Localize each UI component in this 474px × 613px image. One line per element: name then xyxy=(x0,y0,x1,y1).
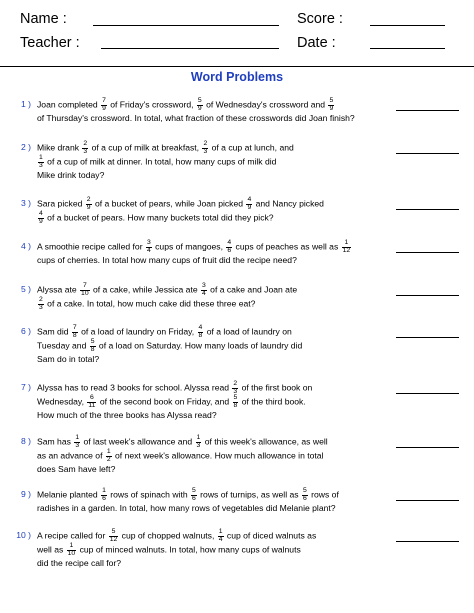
problem-text xyxy=(37,197,367,225)
answer-line[interactable] xyxy=(396,295,459,296)
worksheet-title: Word Problems xyxy=(190,70,284,84)
answer-line[interactable] xyxy=(396,209,459,210)
fraction-denominator: 6 xyxy=(227,246,232,254)
answer-line[interactable] xyxy=(396,153,459,154)
teacher-label: Teacher : xyxy=(20,35,80,51)
fraction xyxy=(191,488,197,502)
date-field-line[interactable] xyxy=(370,48,445,49)
problem-text xyxy=(37,98,367,125)
fraction xyxy=(80,283,90,297)
problem-text-line: $\frac{4}{9}$ of a bucket of pears. How many buckets total did they pick? xyxy=(39,210,274,225)
problem-text-line: $\frac{2}{3}$ of a cake. In total, how much cake did these three eat? xyxy=(39,296,256,311)
fraction-denominator: 8 xyxy=(72,331,77,339)
problem-number: 4 ) xyxy=(20,241,31,251)
fraction-denominator: 3 xyxy=(233,387,238,395)
problem-text-line: Wednesday, $\frac{6}{11}$ of the second book on Friday, and $\frac{5}{8}$ of the third book. xyxy=(37,394,306,409)
fraction-numerator: 1 xyxy=(39,154,43,161)
fraction-numerator: 5 xyxy=(302,487,307,494)
problem-text-line: Alyssa ate $\frac{7}{10}$ of a cake, while Jessica ate $\frac{3}{4}$ of a cake and Joan ate xyxy=(37,282,298,297)
answer-line[interactable] xyxy=(396,252,459,253)
problem-text xyxy=(37,381,367,422)
fraction-numerator: 1 xyxy=(218,528,223,535)
problem-text-line: Melanie planted $\frac{1}{6}$ rows of spinach with $\frac{5}{6}$ rows of turnips, as well as $\frac{5}{6}$ rows of xyxy=(37,487,339,502)
fraction xyxy=(82,141,88,155)
fraction xyxy=(87,395,96,409)
fraction-denominator: 9 xyxy=(102,104,106,112)
problem-text xyxy=(37,240,367,267)
fraction-numerator: 5 xyxy=(192,487,196,494)
fraction-numerator: 2 xyxy=(39,296,43,303)
problem-text-line: Sam do in total? xyxy=(37,354,100,364)
fraction xyxy=(246,197,252,211)
fraction-numerator: 1 xyxy=(106,448,111,455)
fraction-denominator: 9 xyxy=(86,203,91,211)
answer-line[interactable] xyxy=(396,337,459,338)
fraction-numerator: 4 xyxy=(198,324,203,331)
problem-text-line: Mike drink today? xyxy=(37,170,105,180)
fraction xyxy=(146,240,152,254)
fraction-denominator: 3 xyxy=(203,147,208,155)
fraction-denominator: 6 xyxy=(192,494,196,502)
fraction xyxy=(38,211,44,225)
fraction-denominator: 3 xyxy=(196,441,201,449)
problem-number: 7 ) xyxy=(20,382,31,392)
date-label: Date : xyxy=(297,35,336,51)
fraction-denominator: 8 xyxy=(233,401,238,409)
fraction-numerator: 2 xyxy=(83,140,88,147)
fraction-denominator: 8 xyxy=(90,345,95,353)
fraction-numerator: 2 xyxy=(86,196,91,203)
fraction-numerator: 5 xyxy=(329,97,334,104)
name-label: Name : xyxy=(20,11,67,27)
fraction-denominator: 4 xyxy=(146,246,151,254)
problem-number: 8 ) xyxy=(20,436,31,446)
answer-line[interactable] xyxy=(396,500,459,501)
problem-text-line: A smoothie recipe called for $\frac{3}{4}$ cups of mangoes, $\frac{4}{6}$ cups of peaches as well as $\frac{1}{12}$ xyxy=(37,239,351,254)
problem-number: 9 ) xyxy=(20,489,31,499)
fraction-numerator: 3 xyxy=(202,282,206,289)
fraction-numerator: 1 xyxy=(196,434,201,441)
problem-text xyxy=(37,435,367,476)
fraction-numerator: 1 xyxy=(342,240,352,248)
fraction-numerator: 5 xyxy=(90,338,95,345)
fraction xyxy=(218,529,224,543)
fraction-numerator: 7 xyxy=(102,97,106,104)
fraction-denominator: 12 xyxy=(109,535,118,543)
fraction xyxy=(328,98,334,112)
fraction-numerator: 5 xyxy=(109,529,119,537)
fraction-numerator: 2 xyxy=(203,140,208,147)
fraction xyxy=(90,339,96,353)
answer-line[interactable] xyxy=(396,110,459,111)
problem-text xyxy=(37,488,367,515)
problem-text-line: Sam did $\frac{7}{8}$ of a load of laundry on Friday, $\frac{4}{8}$ of a load of laundry on xyxy=(37,324,292,339)
fraction-denominator: 9 xyxy=(247,203,252,211)
problem-text-line: Joan completed $\frac{7}{9}$ of Friday's crossword, $\frac{5}{9}$ of Wednesday's crossword and $\frac{5}{9}$ xyxy=(37,97,334,112)
fraction xyxy=(38,297,44,311)
problem-text xyxy=(37,325,367,366)
fraction xyxy=(74,435,80,449)
fraction-numerator: 5 xyxy=(233,394,238,401)
fraction-denominator: 6 xyxy=(102,494,106,502)
problem-text xyxy=(37,529,367,570)
fraction-denominator: 4 xyxy=(218,535,223,543)
fraction-denominator: 9 xyxy=(329,104,334,112)
problem-text-line: radishes in a garden. In total, how many rows of vegetables did Melanie plant? xyxy=(37,503,336,513)
fraction-numerator: 3 xyxy=(146,239,151,246)
problem-text-line: Alyssa has to read 3 books for school. Alyssa read $\frac{2}{3}$ of the first book on xyxy=(37,380,313,395)
fraction-numerator: 7 xyxy=(80,283,90,291)
fraction-denominator: 4 xyxy=(202,289,206,297)
fraction xyxy=(106,449,112,463)
problem-text-line: Sam has $\frac{1}{3}$ of last week's allowance and $\frac{1}{3}$ of this week's allowance, as well xyxy=(37,434,328,449)
problem-text-line: as an advance of $\frac{1}{2}$ of next week's allowance. How much allowance in total xyxy=(37,448,324,463)
fraction xyxy=(72,325,78,339)
fraction xyxy=(233,395,239,409)
problem-number: 1 ) xyxy=(20,99,31,109)
problem-text-line: Mike drank $\frac{2}{3}$ of a cup of milk at breakfast, $\frac{2}{3}$ of a cup at lunch, and xyxy=(37,140,294,155)
answer-line[interactable] xyxy=(396,393,459,394)
fraction-numerator: 4 xyxy=(227,239,232,246)
score-label: Score : xyxy=(297,11,343,27)
problem-text-line: cups of cherries. In total how many cups of fruit did the recipe need? xyxy=(37,255,297,265)
answer-line[interactable] xyxy=(396,447,459,448)
fraction-numerator: 4 xyxy=(247,196,252,203)
fraction-numerator: 2 xyxy=(233,380,238,387)
problem-number: 3 ) xyxy=(20,198,31,208)
fraction xyxy=(101,488,107,502)
fraction-denominator: 3 xyxy=(83,147,88,155)
problem-number: 2 ) xyxy=(20,142,31,152)
fraction xyxy=(226,240,232,254)
fraction xyxy=(342,240,352,254)
problem-text-line: A recipe called for $\frac{5}{12}$ cup of chopped walnuts, $\frac{1}{4}$ cup of diced walnuts as xyxy=(37,528,317,543)
fraction xyxy=(202,141,208,155)
fraction-denominator: 3 xyxy=(39,303,43,311)
fraction xyxy=(197,98,203,112)
problem-text-line: $\frac{1}{3}$ of a cup of milk at dinner. In total, how many cups of milk did xyxy=(39,154,277,169)
fraction-denominator: 12 xyxy=(342,246,351,254)
fraction xyxy=(302,488,308,502)
problem-number: 6 ) xyxy=(20,326,31,336)
fraction-denominator: 10 xyxy=(81,289,89,297)
fraction-denominator: 3 xyxy=(75,441,80,449)
problem-number: 10 ) xyxy=(16,530,31,540)
fraction-numerator: 1 xyxy=(102,487,106,494)
fraction-numerator: 6 xyxy=(87,395,96,403)
problem-text-line: Tuesday and $\frac{5}{8}$ of a load on Saturday. How many loads of laundry did xyxy=(37,338,303,353)
problem-text-line: did the recipe call for? xyxy=(37,558,122,568)
fraction-numerator: 5 xyxy=(197,97,202,104)
fraction xyxy=(38,155,44,169)
fraction-numerator: 4 xyxy=(39,210,43,217)
problem-text-line: well as $\frac{1}{10}$ cup of minced walnuts. In total, how many cups of walnuts xyxy=(37,542,301,557)
problem-text-line: of Thursday's crossword. In total, what fraction of these crosswords did Joan finish? xyxy=(37,113,355,123)
fraction-denominator: 11 xyxy=(88,401,96,409)
problem-text xyxy=(37,141,367,182)
fraction xyxy=(101,98,107,112)
answer-line[interactable] xyxy=(396,541,459,542)
fraction-denominator: 2 xyxy=(106,455,111,463)
problem-text-line: Sara picked $\frac{2}{9}$ of a bucket of pears, while Joan picked $\frac{4}{9}$ and Nancy picked xyxy=(37,196,324,211)
fraction xyxy=(109,529,119,543)
fraction xyxy=(198,325,204,339)
fraction xyxy=(196,435,202,449)
problem-number: 5 ) xyxy=(20,284,31,294)
fraction-numerator: 1 xyxy=(75,434,80,441)
fraction xyxy=(201,283,207,297)
fraction-denominator: 3 xyxy=(39,161,43,169)
teacher-field-line[interactable] xyxy=(101,48,279,49)
header-divider xyxy=(0,66,474,67)
fraction xyxy=(86,197,92,211)
problem-text-line: does Sam have left? xyxy=(37,464,116,474)
problem-text-line: How much of the three books has Alyssa read? xyxy=(37,410,217,420)
fraction-denominator: 6 xyxy=(302,494,307,502)
fraction-numerator: 7 xyxy=(72,324,77,331)
fraction-denominator: 9 xyxy=(197,104,202,112)
fraction-numerator: 1 xyxy=(67,543,77,551)
fraction-denominator: 10 xyxy=(67,549,76,557)
problem-text xyxy=(37,283,367,311)
name-field-line[interactable] xyxy=(93,25,279,26)
fraction-denominator: 9 xyxy=(39,217,43,225)
fraction xyxy=(67,543,77,557)
fraction-denominator: 8 xyxy=(198,331,203,339)
fraction xyxy=(232,381,238,395)
score-field-line[interactable] xyxy=(370,25,445,26)
